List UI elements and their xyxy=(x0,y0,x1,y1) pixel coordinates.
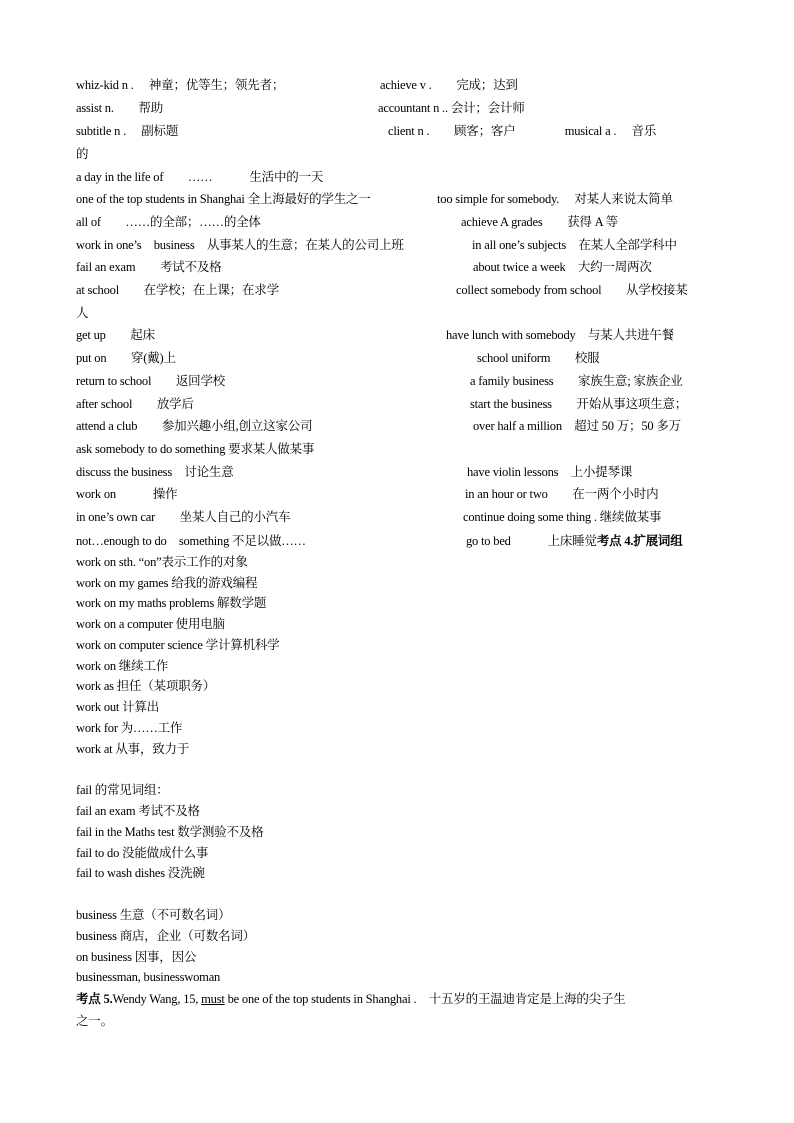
vocab-right: a family business 家族生意; 家族企业 xyxy=(470,374,683,388)
vocab-right: over half a million 超过 50 万；50 多万 xyxy=(473,419,681,433)
vocab-right xyxy=(466,534,683,548)
work-item: work on sth. “on”表示工作的对象 xyxy=(76,555,248,569)
fail-item: fail to do 没能做成什么事 xyxy=(76,846,209,860)
vocab-left: subtitle n . 副标题 xyxy=(76,124,179,138)
vocab-left: 的 xyxy=(76,147,89,161)
vocab-left: fail an exam 考试不及格 xyxy=(76,260,222,274)
vocab-right: collect somebody from school 从学校接某 xyxy=(456,283,688,297)
vocab-right: start the business 开始从事这项生意； xyxy=(470,397,688,411)
work-item: work for 为……工作 xyxy=(76,721,183,735)
vocab-right: school uniform 校服 xyxy=(477,351,600,365)
vocab-left: assist n. 帮助 xyxy=(76,101,163,115)
vocab-right: in all one’s subjects 在某人全部学科中 xyxy=(472,238,677,252)
vocab-left: not…enough to do something 不足以做…… xyxy=(76,534,306,548)
work-item: work on computer science 学计算机科学 xyxy=(76,638,280,652)
business-item: business 生意（不可数名词） xyxy=(76,908,231,922)
kaodian5-line2: 之一。 xyxy=(76,1014,113,1028)
fail-item: fail to wash dishes 没洗碗 xyxy=(76,866,205,880)
work-item: work on a computer 使用电脑 xyxy=(76,617,225,631)
vocab-right: have violin lessons 上小提琴课 xyxy=(467,465,633,479)
vocab-left: ask somebody to do something 要求某人做某事 xyxy=(76,442,315,456)
vocab-right: achieve A grades 获得 A 等 xyxy=(461,215,618,229)
work-item: work on 继续工作 xyxy=(76,659,169,673)
vocab-left: at school 在学校；在上课；在求学 xyxy=(76,283,279,297)
fail-item: fail in the Maths test 数学测验不及格 xyxy=(76,825,264,839)
business-item: on business 因事，因公 xyxy=(76,950,197,964)
vocab-right: have lunch with somebody 与某人共进午餐 xyxy=(446,328,674,342)
vocab-left: 人 xyxy=(76,306,89,320)
work-item: work as 担任（某项职务） xyxy=(76,679,216,693)
vocab-left: one of the top students in Shanghai 全上海最好的学生之一 xyxy=(76,192,371,206)
vocab-right: accountant n .. 会计；会计师 xyxy=(378,101,525,115)
business-item: businessman, businesswoman xyxy=(76,970,221,984)
vocab-left: work in one’s business 从事某人的生意；在某人的公司上班 xyxy=(76,238,404,252)
fail-item: fail an exam 考试不及格 xyxy=(76,804,200,818)
vocab-right-text: go to bed 上床睡觉 xyxy=(466,534,597,548)
business-item: business 商店，企业（可数名词） xyxy=(76,929,255,943)
vocab-left: put on 穿(戴)上 xyxy=(76,351,176,365)
vocab-left: after school 放学后 xyxy=(76,397,194,411)
vocab-right: continue doing some thing . 继续做某事 xyxy=(463,510,662,524)
vocab-left: in one’s own car 坐某人自己的小汽车 xyxy=(76,510,291,524)
vocab-left: return to school 返回学校 xyxy=(76,374,226,388)
kaodian4-heading: 考点 4.扩展词组 xyxy=(596,534,683,548)
vocab-left: a day in the life of …… 生活中的一天 xyxy=(76,170,324,184)
vocab-right: client n . 顾客；客户 musical a . 音乐 xyxy=(388,124,657,138)
vocab-left: work on 操作 xyxy=(76,487,178,501)
vocab-left: all of ……的全部；……的全体 xyxy=(76,215,261,229)
vocab-left: get up 起床 xyxy=(76,328,155,342)
work-item: work on my maths problems 解数学题 xyxy=(76,596,267,610)
vocab-left: discuss the business 讨论生意 xyxy=(76,465,234,479)
vocab-right: achieve v . 完成；达到 xyxy=(380,78,518,92)
vocab-right: about twice a week 大约一周两次 xyxy=(473,260,652,274)
fail-title: fail 的常见词组： xyxy=(76,783,169,797)
vocab-right: too simple for somebody. 对某人来说太简单 xyxy=(437,192,673,206)
work-item: work out 计算出 xyxy=(76,700,160,714)
vocab-left: whiz-kid n . 神童；优等生；领先者； xyxy=(76,78,285,92)
kaodian5-must: must xyxy=(201,992,225,1006)
kaodian5-line xyxy=(76,992,626,1006)
kaodian5-label: 考点 5. xyxy=(76,992,113,1006)
vocab-right: in an hour or two 在一两个小时内 xyxy=(465,487,659,501)
kaodian5-before: Wendy Wang, 15, xyxy=(112,992,202,1006)
work-item: work on my games 给我的游戏编程 xyxy=(76,576,258,590)
kaodian5-after: be one of the top students in Shanghai . 十五岁的王温迪肯定是上海的尖子生 xyxy=(224,992,626,1006)
work-item: work at 从事，致力于 xyxy=(76,742,190,756)
vocab-left: attend a club 参加兴趣小组,创立这家公司 xyxy=(76,419,313,433)
